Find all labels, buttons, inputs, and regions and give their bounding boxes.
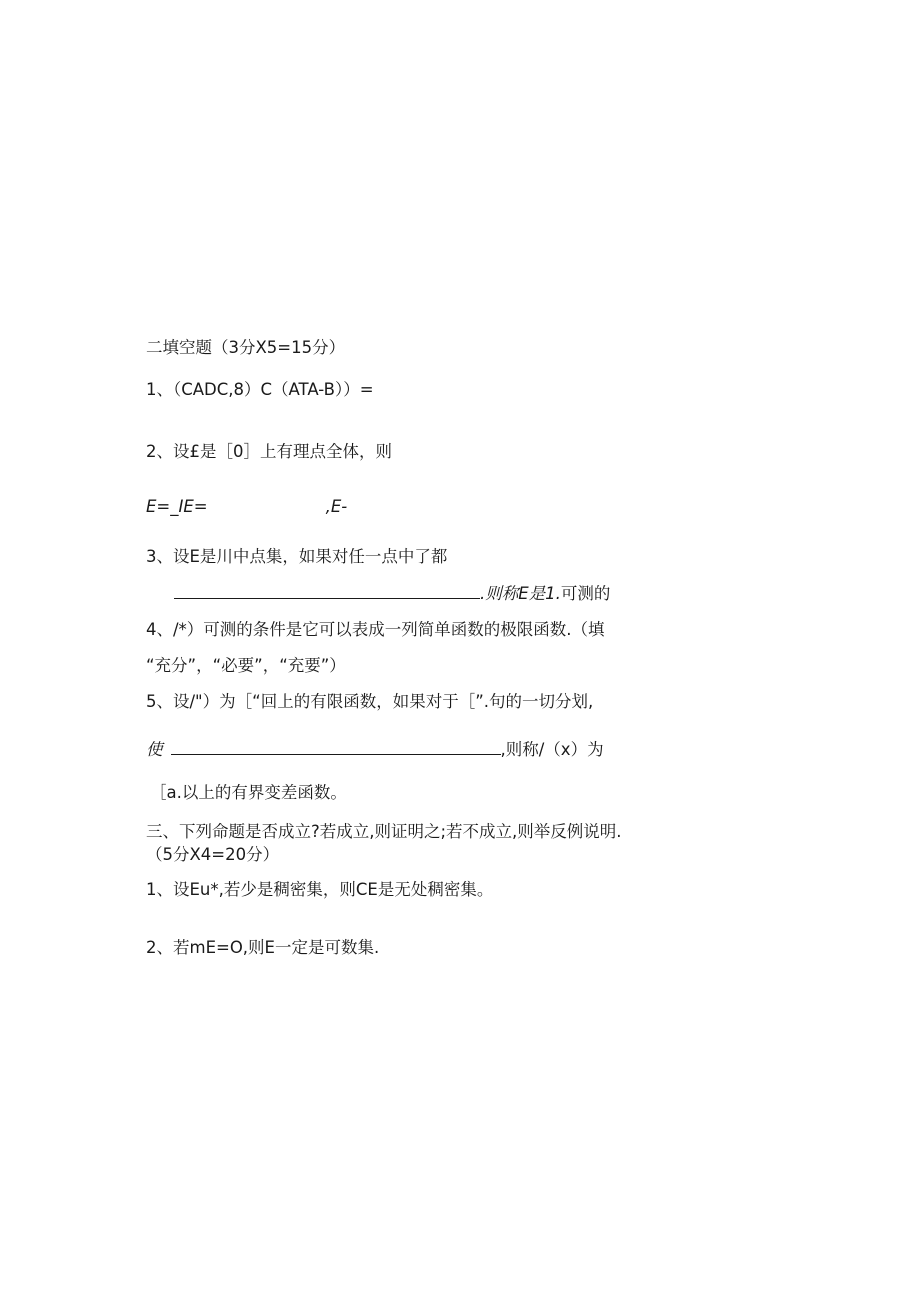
question-2-5-tail: ,则称/（x）为 xyxy=(500,740,604,759)
question-2-5-line1: 5、设/"）为［“回上的有限函数，如果对于［”.句的一切分划, xyxy=(146,692,594,711)
question-2-5-line2 xyxy=(146,738,604,760)
question-2-4-line2: “充分”，“必要”，“充要”） xyxy=(146,656,346,675)
section-3-heading-line1: 三、下列命题是否成立?若成立,则证明之;若不成立,则举反例说明. xyxy=(146,822,622,841)
question-2-2-line2 xyxy=(146,497,347,517)
section-3-heading-line2: （5分X4=20分） xyxy=(146,845,280,864)
question-3-1: 1、设Eu*,若少是稠密集，则CE是无处稠密集。 xyxy=(146,880,494,899)
question-3-2: 2、若mE=O,则E一定是可数集. xyxy=(146,938,380,957)
question-2-3-line2 xyxy=(174,582,610,604)
question-2-3-blank xyxy=(174,582,480,599)
question-2-2-line1: 2、设£是［0］上有理点全体，则 xyxy=(146,442,392,461)
question-2-3-tail: 可测的 xyxy=(560,584,611,603)
question-2-3-tail-italic: .则称E是1. xyxy=(480,584,561,603)
question-2-5-head: 使 xyxy=(146,740,163,759)
question-2-2-part-b: ,E- xyxy=(325,497,348,516)
question-2-4-line1: 4、/*）可测的条件是它可以表成一列简单函数的极限函数.（填 xyxy=(146,620,605,639)
question-2-1: 1、（CADC,8）C（ATA-B））= xyxy=(146,380,374,399)
question-2-3-line1: 3、设E是川中点集，如果对任一点中了都 xyxy=(146,547,448,566)
question-2-2-part-a: E=_IE= xyxy=(146,497,208,516)
section-2-heading: 二填空题（3分X5=15分） xyxy=(146,338,346,357)
question-2-5-line3: ［a.以上的有界变差函数。 xyxy=(150,783,347,802)
question-2-5-blank xyxy=(171,738,501,755)
